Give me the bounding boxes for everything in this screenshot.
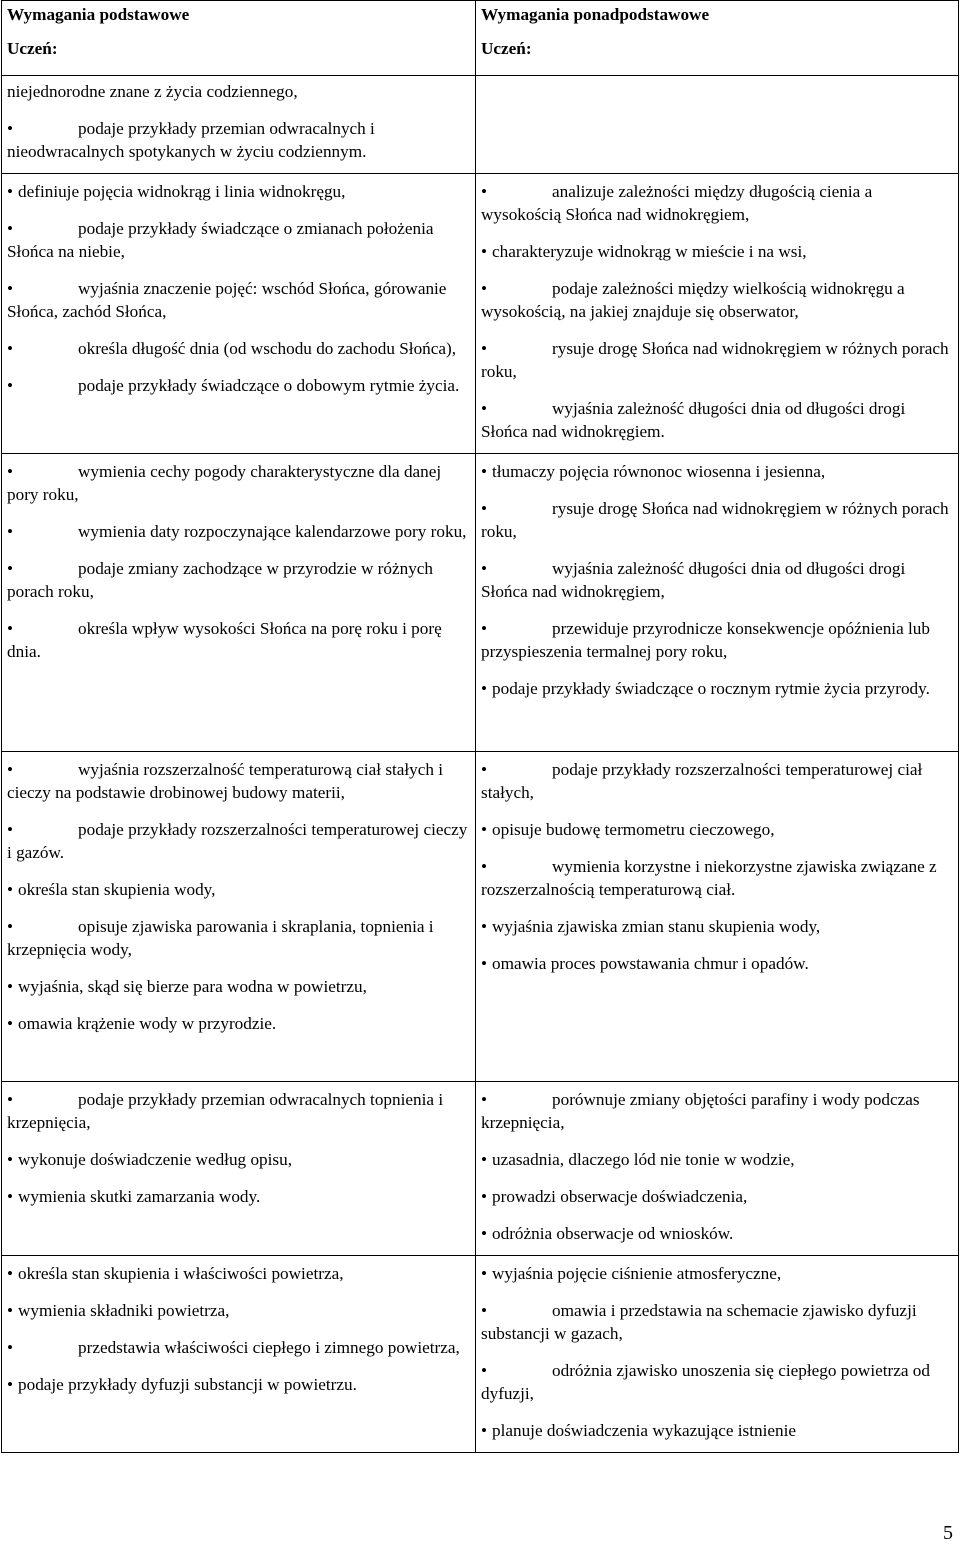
requirement-text: wymienia korzystne i niekorzystne zjawiska związane z rozszerzalnością temperaturową ciał. <box>481 857 937 899</box>
requirement-text: omawia krążenie wody w przyrodzie. <box>18 1014 277 1033</box>
requirement-text: rysuje drogę Słońca nad widnokręgiem w różnych porach roku, <box>481 339 949 381</box>
requirement-item <box>7 818 471 864</box>
bullet-icon: • <box>7 1301 14 1320</box>
bullet-icon: • <box>7 977 14 996</box>
requirements-row <box>2 76 959 174</box>
requirement-item <box>7 460 471 506</box>
bullet-icon: • <box>481 399 488 418</box>
requirement-text: wyjaśnia, skąd się bierze para wodna w powietrzu, <box>18 977 367 996</box>
requirement-text: przewiduje przyrodnicze konsekwencje opóźnienia lub przyspieszenia termalnej pory roku, <box>481 619 930 661</box>
requirement-item <box>481 460 954 483</box>
basic-requirements-cell <box>2 1082 476 1256</box>
requirement-text: podaje przykłady przemian odwracalnych i nieodwracalnych spotykanych w życiu codziennym. <box>7 119 375 161</box>
requirement-text: wymienia skutki zamarzania wody. <box>18 1187 261 1206</box>
requirement-text: wyjaśnia zjawiska zmian stanu skupienia wody, <box>492 917 821 936</box>
bullet-icon: • <box>481 462 488 481</box>
requirement-text: omawia i przedstawia na schemacie zjawisko dyfuzji substancji w gazach, <box>481 1301 917 1343</box>
requirement-text: określa wpływ wysokości Słońca na porę roku i porę dnia. <box>7 619 442 661</box>
bullet-icon: • <box>7 1090 14 1109</box>
requirement-item <box>7 337 471 360</box>
requirement-text: wyjaśnia rozszerzalność temperaturową ciał stałych i cieczy na podstawie drobinowej budowy materii, <box>7 760 444 802</box>
requirement-item <box>7 1336 471 1359</box>
requirement-text: wyjaśnia zależność długości dnia od długości drogi Słońca nad widnokręgiem. <box>481 399 906 441</box>
requirements-row <box>2 752 959 1082</box>
bullet-icon: • <box>7 522 14 541</box>
requirement-item <box>7 1148 471 1171</box>
bullet-icon: • <box>481 182 488 201</box>
bullet-icon: • <box>481 1361 488 1380</box>
requirement-text: podaje zależności między wielkością widnokręgu a wysokością, na jakiej znajduje się obserwator, <box>481 279 905 321</box>
bullet-icon: • <box>7 1014 14 1033</box>
bullet-icon: • <box>481 1224 488 1243</box>
bullet-icon: • <box>481 1150 488 1169</box>
requirement-item <box>7 1185 471 1208</box>
requirement-text: porównuje zmiany objętości parafiny i wody podczas krzepnięcia, <box>481 1090 920 1132</box>
requirement-item <box>481 337 954 383</box>
requirement-item <box>481 1088 954 1134</box>
requirements-row <box>2 1082 959 1256</box>
requirement-text: podaje przykłady świadczące o rocznym rytmie życia przyrody. <box>492 679 930 698</box>
requirement-item <box>7 217 471 263</box>
requirement-item <box>7 1299 471 1322</box>
requirement-item <box>7 520 471 543</box>
requirement-item <box>481 240 954 263</box>
bullet-icon: • <box>7 462 14 481</box>
requirement-item <box>7 1262 471 1285</box>
basic-requirements-cell <box>2 1256 476 1453</box>
requirement-item <box>7 617 471 663</box>
advanced-student-label: Uczeń: <box>481 39 532 58</box>
bullet-icon: • <box>7 820 14 839</box>
requirement-item <box>7 1373 471 1396</box>
basic-requirements-cell <box>2 752 476 1082</box>
requirement-item <box>7 80 471 103</box>
requirement-text: wyjaśnia pojęcie ciśnienie atmosferyczne, <box>492 1264 782 1283</box>
requirement-item <box>481 397 954 443</box>
bullet-icon: • <box>7 619 14 638</box>
requirement-text: prowadzi obserwacje doświadczenia, <box>492 1187 748 1206</box>
requirement-item <box>481 1359 954 1405</box>
bullet-icon: • <box>481 820 488 839</box>
requirement-item <box>481 1299 954 1345</box>
requirement-item <box>7 374 471 397</box>
basic-requirements-header <box>2 1 476 76</box>
requirement-item <box>481 277 954 323</box>
bullet-icon: • <box>7 880 14 899</box>
requirement-text: podaje przykłady przemian odwracalnych topnienia i krzepnięcia, <box>7 1090 444 1132</box>
requirement-item <box>481 1185 954 1208</box>
requirement-text: podaje przykłady świadczące o dobowym rytmie życia. <box>78 376 460 395</box>
requirement-item <box>481 1419 954 1442</box>
bullet-icon: • <box>481 679 488 698</box>
requirement-text: opisuje budowę termometru cieczowego, <box>492 820 775 839</box>
bullet-icon: • <box>481 1301 488 1320</box>
bullet-icon: • <box>7 1187 14 1206</box>
requirement-text: wymienia daty rozpoczynające kalendarzowe pory roku, <box>78 522 467 541</box>
requirement-item <box>7 277 471 323</box>
advanced-requirements-cell <box>476 1082 959 1256</box>
advanced-requirements-header <box>476 1 959 76</box>
bullet-icon: • <box>7 1150 14 1169</box>
requirement-text: uzasadnia, dlaczego lód nie tonie w wodzie, <box>492 1150 795 1169</box>
bullet-icon: • <box>481 1090 488 1109</box>
requirement-text: niejednorodne znane z życia codziennego, <box>7 82 298 101</box>
bullet-icon: • <box>7 279 14 298</box>
requirement-item <box>481 497 954 543</box>
bullet-icon: • <box>7 182 14 201</box>
requirement-text: wymienia składniki powietrza, <box>18 1301 230 1320</box>
bullet-icon: • <box>481 1187 488 1206</box>
bullet-icon: • <box>481 760 488 779</box>
requirement-text: podaje przykłady świadczące o zmianach położenia Słońca na niebie, <box>7 219 434 261</box>
requirement-text: definiuje pojęcia widnokrąg i linia widnokręgu, <box>18 182 346 201</box>
bullet-icon: • <box>7 917 14 936</box>
requirement-text: określa stan skupienia wody, <box>18 880 216 899</box>
bullet-icon: • <box>481 559 488 578</box>
requirement-item <box>481 855 954 901</box>
requirements-body <box>2 76 959 1453</box>
requirement-item <box>7 557 471 603</box>
requirement-text: wymienia cechy pogody charakterystyczne dla danej pory roku, <box>7 462 442 504</box>
bullet-icon: • <box>481 917 488 936</box>
bullet-icon: • <box>7 1338 14 1357</box>
bullet-icon: • <box>7 1264 14 1283</box>
bullet-icon: • <box>7 119 14 138</box>
requirement-text: odróżnia obserwacje od wniosków. <box>492 1224 734 1243</box>
bullet-icon: • <box>481 1264 488 1283</box>
advanced-requirements-cell <box>476 1256 959 1453</box>
requirements-row <box>2 174 959 454</box>
requirement-item <box>7 758 471 804</box>
advanced-requirements-cell <box>476 76 959 174</box>
bullet-icon: • <box>481 499 488 518</box>
requirement-text: wyjaśnia znaczenie pojęć: wschód Słońca, górowanie Słońca, zachód Słońca, <box>7 279 447 321</box>
bullet-icon: • <box>7 1375 14 1394</box>
requirements-row <box>2 454 959 752</box>
bullet-icon: • <box>481 857 488 876</box>
requirement-item <box>481 915 954 938</box>
requirement-item <box>7 915 471 961</box>
bullet-icon: • <box>7 760 14 779</box>
requirement-text: określa długość dnia (od wschodu do zachodu Słońca), <box>78 339 457 358</box>
bullet-icon: • <box>481 242 488 261</box>
requirement-text: tłumaczy pojęcia równonoc wiosenna i jesienna, <box>492 462 826 481</box>
bullet-icon: • <box>7 219 14 238</box>
requirements-row <box>2 1256 959 1453</box>
bullet-icon: • <box>7 376 14 395</box>
requirement-text: analizuje zależności między długością cienia a wysokością Słońca nad widnokręgiem, <box>481 182 873 224</box>
bullet-icon: • <box>481 339 488 358</box>
requirement-item <box>481 1262 954 1285</box>
bullet-icon: • <box>7 339 14 358</box>
requirement-text: przedstawia właściwości ciepłego i zimnego powietrza, <box>78 1338 460 1357</box>
page-number: 5 <box>943 1522 953 1544</box>
advanced-title: Wymagania ponadpodstawowe <box>481 5 710 24</box>
requirement-item <box>481 617 954 663</box>
requirement-item <box>7 1012 471 1035</box>
requirement-text: opisuje zjawiska parowania i skraplania, topnienia i krzepnięcia wody, <box>7 917 434 959</box>
requirement-text: charakteryzuje widnokrąg w mieście i na wsi, <box>492 242 807 261</box>
requirement-text: rysuje drogę Słońca nad widnokręgiem w różnych porach roku, <box>481 499 949 541</box>
requirement-text: wykonuje doświadczenie według opisu, <box>18 1150 292 1169</box>
advanced-requirements-cell <box>476 454 959 752</box>
requirement-text: podaje przykłady rozszerzalności temperaturowej ciał stałych, <box>481 760 923 802</box>
requirement-item <box>7 975 471 998</box>
requirement-text: określa stan skupienia i właściwości powietrza, <box>18 1264 344 1283</box>
basic-requirements-cell <box>2 76 476 174</box>
requirement-item <box>7 1088 471 1134</box>
requirement-item <box>481 818 954 841</box>
advanced-requirements-cell <box>476 752 959 1082</box>
basic-title: Wymagania podstawowe <box>7 5 190 24</box>
requirement-item <box>7 878 471 901</box>
advanced-requirements-cell <box>476 174 959 454</box>
requirement-item <box>481 1148 954 1171</box>
requirement-text: omawia proces powstawania chmur i opadów. <box>492 954 809 973</box>
requirement-text: odróżnia zjawisko unoszenia się ciepłego powietrza od dyfuzji, <box>481 1361 930 1403</box>
requirement-text: planuje doświadczenia wykazujące istnienie <box>492 1421 796 1440</box>
bullet-icon: • <box>7 559 14 578</box>
bullet-icon: • <box>481 619 488 638</box>
requirement-item <box>7 117 471 163</box>
bullet-icon: • <box>481 954 488 973</box>
requirement-text: podaje przykłady rozszerzalności temperaturowej cieczy i gazów. <box>7 820 468 862</box>
requirement-text: podaje przykłady dyfuzji substancji w powietrzu. <box>18 1375 357 1394</box>
bullet-icon: • <box>481 279 488 298</box>
requirement-item <box>481 758 954 804</box>
requirement-item <box>481 1222 954 1245</box>
requirements-table <box>1 0 959 1453</box>
requirement-item <box>481 677 954 700</box>
requirement-text: wyjaśnia zależność długości dnia od długości drogi Słońca nad widnokręgiem, <box>481 559 906 601</box>
requirement-text: podaje zmiany zachodzące w przyrodzie w różnych porach roku, <box>7 559 434 601</box>
requirement-item <box>7 180 471 203</box>
basic-student-label: Uczeń: <box>7 39 58 58</box>
requirement-item <box>481 557 954 603</box>
basic-requirements-cell <box>2 174 476 454</box>
basic-requirements-cell <box>2 454 476 752</box>
bullet-icon: • <box>481 1421 488 1440</box>
requirement-item <box>481 180 954 226</box>
header-row <box>2 1 959 76</box>
requirement-item <box>481 952 954 975</box>
